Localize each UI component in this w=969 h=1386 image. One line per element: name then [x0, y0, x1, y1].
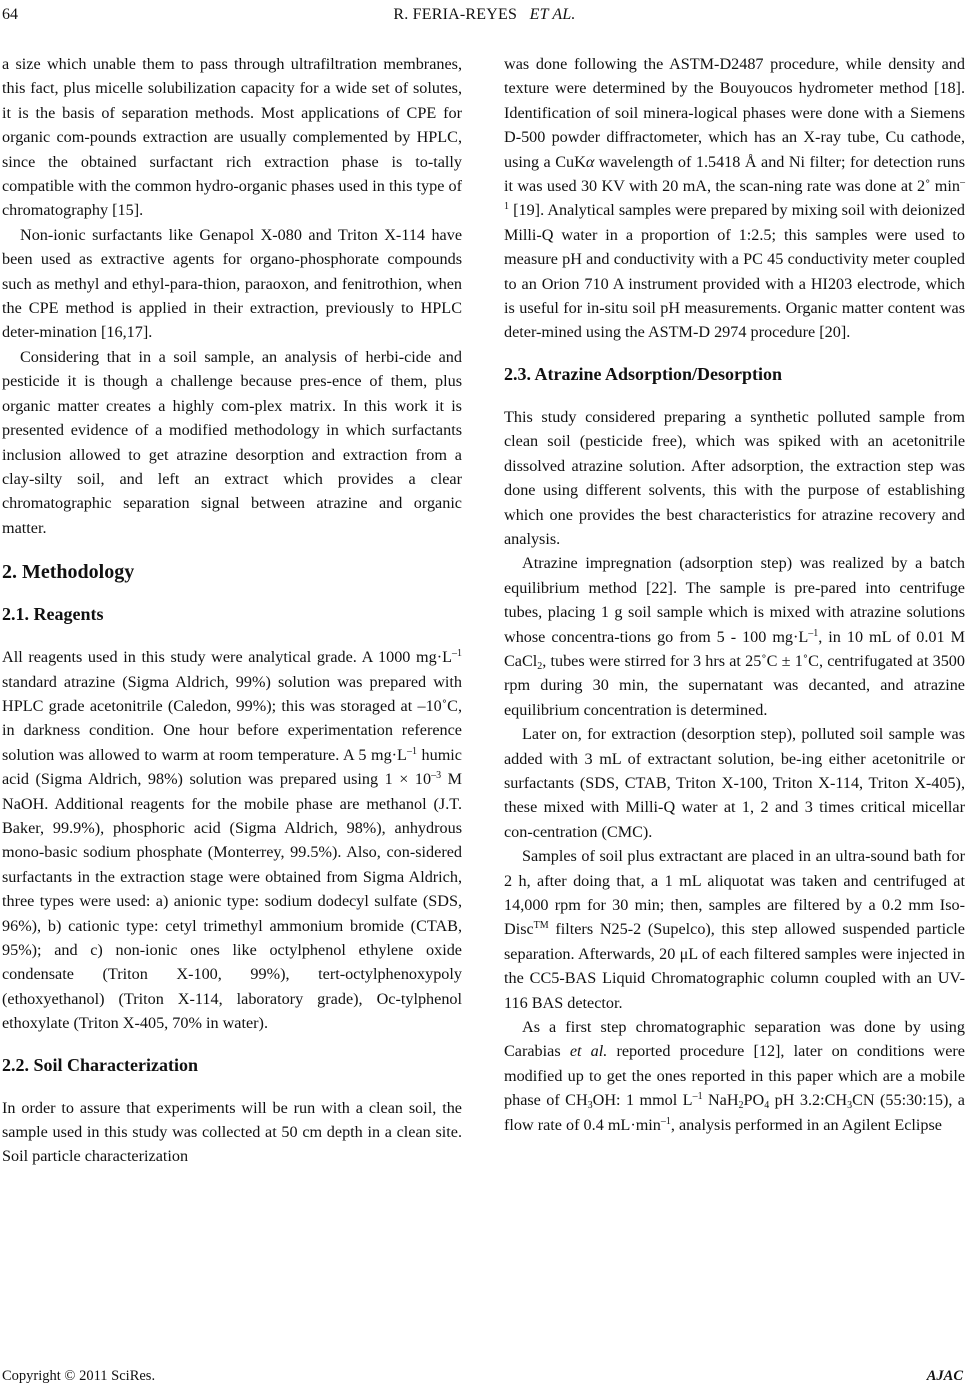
copyright-notice: Copyright © 2011 SciRes. — [2, 1368, 156, 1384]
text-run: humic acid (Sigma Aldrich, 98%) solution was prepared using 1 × 10 — [2, 745, 462, 789]
left-column — [2, 52, 462, 1169]
text-run: , analysis performed in an Agilent Eclipse — [670, 1115, 942, 1134]
text-run: NaH — [702, 1091, 739, 1110]
paragraph — [504, 52, 965, 345]
text-run: Samples of soil plus extractant are placed in an ultra-sound bath for 2 h, after doing that, a 1 mL aliquotat was taken and centrifuged at 14,000 rpm for 30 min; then, samples are filtered by a 0.2 mm Iso-Disc — [504, 847, 965, 939]
et-al: ET AL. — [529, 6, 576, 23]
paragraph — [2, 345, 462, 540]
right-column — [504, 52, 965, 1137]
text-run: a size which unable them to pass through ultrafiltration membranes, this fact, plus micelle solubilization capacity for a wide set of solutes, it is the basis of separation methods. Most applications of CPE for organic com-pounds extraction are usually complemented by HPLC, since the obtained surfactant rich extraction phase is to-tally compatible with the common hydro-organic phases used in this type of chromatography [15]. — [2, 55, 462, 220]
paragraph — [2, 1096, 462, 1169]
text-run: , in 10 mL of 0.01 M CaCl — [504, 627, 965, 670]
text-run: CN (55:30:15), a flow rate of 0.4 mL·min — [504, 1091, 965, 1134]
superscript: –1 — [504, 177, 965, 213]
italic-text: α — [585, 152, 595, 171]
text-run: PO — [743, 1091, 765, 1110]
text-run: , tubes were stirred for 3 hrs at 25˚C ± 1˚C, centrifugated at 3500 rpm during 30 min, the supernatant was decanted, and atrazine equilibrium concentration is determined. — [504, 651, 965, 719]
superscript: –1 — [808, 627, 819, 639]
superscript: –1 — [660, 1115, 671, 1127]
text-run: filters N25-2 (Supelco), this step allowed suspended particle separation. Afterwards, 20 μL of each filtered samples were injected in the CC5-BAS Liquid Chromatographic column coupled with an UV-116 BAS detector. — [504, 920, 965, 1012]
superscript: –3 — [431, 770, 442, 782]
subscript: 3 — [847, 1100, 853, 1112]
subscript: 2 — [738, 1100, 744, 1112]
paragraph — [2, 645, 462, 1036]
text-run: Later on, for extraction (desorption step), polluted soil sample was added with 3 mL of extractant solution, be-ing either acetonitrile or surfactants (SDS, CTAB, Triton X-100, Triton X-114, Triton X-405), these mixed with Milli-Q water at 1, 2 and 3 times critical micellar con-centration (CMC). — [504, 725, 965, 841]
journal-abbreviation: AJAC — [926, 1368, 963, 1384]
section-heading-2-methodology: 2. Methodology — [2, 561, 135, 584]
text-run: standard atrazine (Sigma Aldrich, 99%) solution was prepared with HPLC grade acetonitrile (Caledon, 99%); this was storaged at –10˚C, in darkness condition. One hour before experimentation reference solution was allowed to warm at room temperature. A 5 mg·L — [2, 672, 462, 764]
running-title — [0, 6, 969, 24]
paragraph — [2, 52, 462, 223]
superscript: –1 — [692, 1091, 703, 1103]
text-run: Non-ionic surfactants like Genapol X-080 and Triton X-114 have been used as extractive agents for organo-phosphorate compounds such as methyl and ethyl-para-thion, paraoxon, and fenitrothion, when the CPE method is applied in their extraction, previously to HPLC deter-mination [16,17]. — [2, 225, 462, 342]
text-run: All reagents used in this study were analytical grade. A 1000 mg·L — [2, 648, 452, 667]
text-run: M NaOH. Additional reagents for the mobile phase are methanol (J.T. Baker, 99.9%), phosphoric acid (Sigma Aldrich, 98%), anhydrous mono-basic sodium phosphate (Monterrey, 99.5%). Also, con-sidered surfactants in the extraction stage were obtained from Sigma Aldrich, three types were used: a) anionic type: sodium dodecyl sulfate (SDS, 96%), b) cationic type: cetyl trimethyl ammonium bromide (CTAB, 95%); and c) non-ionic ones like octylphenol ethylene oxide condensate (Triton X-100, 99%), tert-octylphenoxypoly (ethoxyethanol) (Triton X-114, laboratory grade), Oc-tylphenol ethoxylate (Triton X-405, 70% in water). — [2, 770, 462, 1033]
subscript: 2 — [537, 660, 543, 672]
text-run: pH 3.2:CH — [769, 1091, 848, 1110]
running-header — [0, 6, 969, 30]
text-run: OH: 1 mmol L — [592, 1091, 693, 1110]
text-run: was done following the ASTM-D2487 procedure, while density and texture were determined by the Bouyoucos hydrometer method [18]. Identification of soil minera-logical phases were done with a Siemens D-500 powder diffractometer, which has an X-ray tube, Cu cathode, using a CuK — [504, 55, 965, 171]
text-run: As a first step chromatographic separation was done by using Carabias — [504, 1018, 965, 1061]
text-run: wavelength of 1.5418 Å and Ni filter; for detection runs it was used 30 KV with 20 mA, the scan-ning rate was done at 2˚ min — [504, 152, 966, 196]
subscript: 4 — [764, 1100, 770, 1112]
paragraph — [504, 844, 965, 1015]
paragraph — [504, 405, 965, 551]
subscript: 3 — [587, 1100, 593, 1112]
paragraph — [2, 223, 462, 345]
paragraph — [504, 722, 965, 844]
superscript: –1 — [452, 648, 462, 660]
italic-text: et al. — [569, 1042, 608, 1061]
superscript: –1 — [406, 745, 417, 757]
subsection-heading-2-1-reagents: 2.1. Reagents — [2, 604, 104, 625]
text-run: Atrazine impregnation (adsorption step) was realized by a batch equilibrium method [22]. The sample is pre-pared into centrifuge tubes, placing 1 g soil sample which is mixed with atrazine solutions whose concentra-tions go from 5 - 100 mg·L — [504, 554, 965, 646]
text-run: Considering that in a soil sample, an analysis of herbi-cide and pesticide it is though a challenge because pres-ence of them, plus organic matter creates a highly com-plex matrix. In this work it is presented evidence of a modified methodology in which surfactants inclusion allowed to get atrazine desorption and extraction from a clay-silty soil, and left an extract which provides a clear chromatographic separation signal between atrazine and organic matter. — [2, 347, 462, 537]
author-names: R. FERIA-REYES — [393, 6, 518, 23]
subsection-heading-2-2-soil-characterization: 2.2. Soil Characterization — [2, 1054, 198, 1075]
text-run: [19]. Analytical samples were prepared by mixing soil with deionized Milli-Q water in a proportion of 1:2.5; this samples were used to measure pH and conductivity with a PC 45 conductivity meter coupled to an Orion 710 A instrument provided with a HI203 electrode, which is useful for in-situ soil pH measurements. Organic matter content was deter-mined using the ASTM-D 2974 procedure [20]. — [504, 201, 965, 342]
text-run: In order to assure that experiments will be run with a clean soil, the sample used in this study was collected at 50 cm depth in a clean site. Soil particle characterization — [2, 1098, 462, 1166]
superscript: TM — [533, 920, 549, 932]
subsection-heading-2-3-atrazine-adsorption-desorption: 2.3. Atrazine Adsorption/Desorption — [504, 363, 783, 384]
text-run: reported procedure [12], later on conditions were modified up to get the ones reported in this paper which are a mobile phase of CH — [504, 1042, 965, 1110]
page-number: 64 — [2, 6, 18, 23]
paragraph — [504, 1015, 965, 1137]
paragraph — [504, 551, 965, 722]
text-run: This study considered preparing a synthetic polluted sample from clean soil (pesticide free), which was spiked with an acetonitrile dissolved atrazine solution. After adsorption, the extraction step was done using different solvents, this with the purpose of establishing which one provides the best characteristics for atrazine recovery and analysis. — [504, 407, 965, 548]
